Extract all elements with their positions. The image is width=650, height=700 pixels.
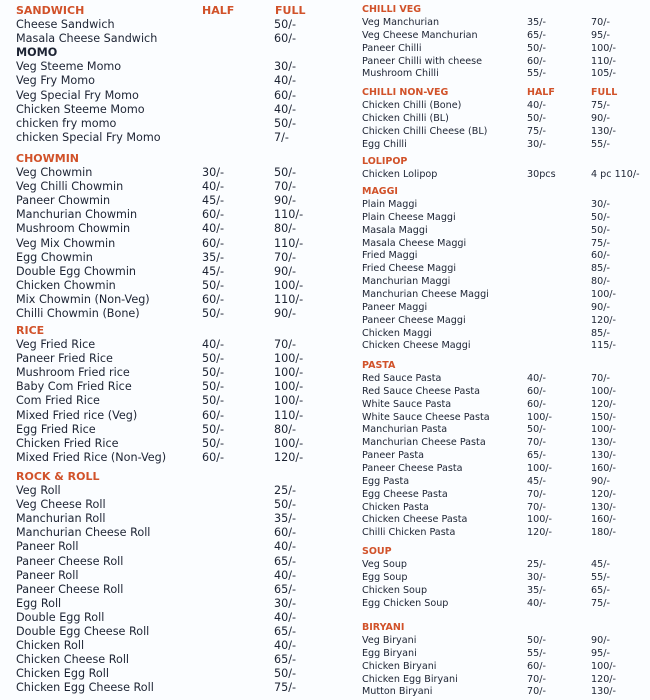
full-price: 120/- xyxy=(591,314,617,326)
item-name: Chicken Maggi xyxy=(362,327,432,339)
item-name: chicken Special Fry Momo xyxy=(16,130,161,144)
half-price: 35/- xyxy=(202,250,225,264)
full-price: 50/- xyxy=(274,498,297,512)
half-price: 30/- xyxy=(527,138,546,150)
item-name: Plain Maggi xyxy=(362,199,418,210)
full-price: 40/- xyxy=(274,610,297,624)
item-name: Chicken Egg Roll xyxy=(16,667,109,681)
full-price: 180/- xyxy=(591,527,617,539)
full-price: 160/- xyxy=(591,514,617,526)
full-price: 100/- xyxy=(591,424,617,436)
item-name: Mix Chowmin (Non-Veg) xyxy=(16,292,150,306)
section-title: BIRYANI xyxy=(362,622,405,633)
full-price: 70/- xyxy=(274,250,297,264)
item-name: Red Sauce Cheese Pasta xyxy=(362,385,480,397)
item-name: Egg Chilli xyxy=(362,138,407,150)
item-name: Double Egg Roll xyxy=(16,610,105,624)
half-price: 50/- xyxy=(202,422,225,436)
full-price: 110/- xyxy=(591,55,617,67)
half-price: 50/- xyxy=(202,394,225,408)
half-price: 50/- xyxy=(527,635,546,646)
item-name: Chicken Lolipop xyxy=(362,169,438,180)
full-price: 40/- xyxy=(274,568,297,582)
half-price: 45/- xyxy=(202,194,225,208)
full-price: 80/- xyxy=(274,422,297,436)
item-name: Paneer Cheese Pasta xyxy=(362,462,463,474)
item-name: Chicken Roll xyxy=(16,639,85,653)
section-title: ROCK & ROLL xyxy=(16,470,100,483)
full-price: 60/- xyxy=(274,88,297,102)
full-price: 40/- xyxy=(274,540,297,554)
item-name: Paneer Cheese Roll xyxy=(16,554,124,568)
full-price: 30/- xyxy=(591,199,610,210)
full-column-label: FULL xyxy=(591,87,618,98)
full-price: 90/- xyxy=(591,301,610,313)
half-price: 60/- xyxy=(202,450,225,464)
item-name: Paneer Chilli with cheese xyxy=(362,55,483,67)
item-name: Egg Chowmin xyxy=(16,250,93,264)
item-name: Paneer Pasta xyxy=(362,450,424,462)
item-name: White Sauce Cheese Pasta xyxy=(362,411,490,423)
section-title: CHILLI VEG xyxy=(362,4,422,15)
half-price: 45/- xyxy=(527,475,546,487)
item-name: Manchurian Cheese Maggi xyxy=(362,288,489,300)
half-price: 60/- xyxy=(202,208,225,222)
half-price: 70/- xyxy=(527,501,546,513)
full-price: 55/- xyxy=(591,138,610,150)
full-price: 80/- xyxy=(591,276,610,288)
full-price: 50/- xyxy=(274,667,297,681)
full-price: 100/- xyxy=(274,352,304,366)
item-name: Veg Biryani xyxy=(362,635,417,646)
item-name: Veg Manchurian xyxy=(362,17,440,28)
full-price: 75/- xyxy=(274,681,297,695)
item-name: Veg Cheese Roll xyxy=(16,498,106,512)
full-price: 120/- xyxy=(591,673,617,685)
half-price: 30pcs xyxy=(527,169,556,180)
item-name: Manchurian Roll xyxy=(16,512,106,526)
full-price: 85/- xyxy=(591,327,610,339)
full-price: 75/- xyxy=(591,100,610,111)
full-price: 60/- xyxy=(274,32,297,46)
full-price: 100/- xyxy=(591,385,617,397)
item-name: Cheese Sandwich xyxy=(16,18,115,31)
item-name: Com Fried Rice xyxy=(16,394,100,408)
half-price: 30/- xyxy=(527,571,546,583)
item-name: MOMO xyxy=(16,46,58,60)
half-price: 50/- xyxy=(202,436,225,450)
full-price: 90/- xyxy=(591,112,610,124)
full-price: 45/- xyxy=(591,559,610,570)
full-price: 60/- xyxy=(591,250,610,262)
item-name: Paneer Roll xyxy=(16,540,79,554)
half-price: 65/- xyxy=(527,29,546,41)
item-name: Veg Cheese Manchurian xyxy=(362,29,478,41)
item-name: Mixed Fried rice (Veg) xyxy=(16,408,138,422)
half-price: 75/- xyxy=(527,125,546,137)
full-price: 65/- xyxy=(591,584,610,596)
item-name: Chicken Pasta xyxy=(362,501,429,513)
section-title: SANDWICH xyxy=(16,4,85,17)
item-name: Paneer Chowmin xyxy=(16,194,111,208)
item-name: Red Sauce Pasta xyxy=(362,373,442,384)
full-price: 25/- xyxy=(274,484,297,497)
item-name: Manchurian Pasta xyxy=(362,424,448,436)
item-name: Veg Fried Rice xyxy=(16,338,96,351)
full-price: 100/- xyxy=(274,394,304,408)
full-price: 100/- xyxy=(274,278,304,292)
item-name: Mushroom Fried rice xyxy=(16,366,130,380)
item-name: Paneer Roll xyxy=(16,568,79,582)
full-price: 40/- xyxy=(274,639,297,653)
half-price: 70/- xyxy=(527,686,546,698)
item-name: Veg Fry Momo xyxy=(16,74,95,88)
full-price: 100/- xyxy=(591,42,617,54)
item-name: Masala Maggi xyxy=(362,224,428,236)
item-name: Veg Chowmin xyxy=(16,166,93,179)
item-name: Mushroom Chilli xyxy=(362,68,439,80)
full-price: 120/- xyxy=(591,398,617,410)
full-column-label: FULL xyxy=(275,4,306,17)
full-price: 50/- xyxy=(274,166,297,179)
item-name: Manchurian Maggi xyxy=(362,276,451,288)
full-price: 130/- xyxy=(591,686,617,698)
full-price: 40/- xyxy=(274,102,297,116)
full-price: 130/- xyxy=(591,501,617,513)
item-name: Veg Steeme Momo xyxy=(16,60,122,74)
half-column-label: HALF xyxy=(527,87,555,98)
item-name: Chicken Egg Biryani xyxy=(362,673,458,685)
full-price: 65/- xyxy=(274,582,297,596)
half-price: 50/- xyxy=(202,380,225,394)
item-name: Chilli Chowmin (Bone) xyxy=(16,307,140,320)
full-price: 130/- xyxy=(591,450,617,462)
half-price: 120/- xyxy=(527,527,553,539)
half-price: 60/- xyxy=(202,292,225,306)
full-price: 80/- xyxy=(274,222,297,236)
half-price: 100/- xyxy=(527,462,553,474)
item-name: Veg Special Fry Momo xyxy=(16,88,139,102)
full-price: 55/- xyxy=(591,571,610,583)
section-title: CHOWMIN xyxy=(16,152,80,165)
half-price: 30/- xyxy=(202,166,225,179)
item-name: Veg Soup xyxy=(362,559,407,570)
half-price: 40/- xyxy=(202,222,225,236)
item-name: Chicken Soup xyxy=(362,584,428,596)
item-name: Chicken Egg Cheese Roll xyxy=(16,681,154,695)
half-price: 60/- xyxy=(527,385,546,397)
full-price: 130/- xyxy=(591,125,617,137)
item-name: Egg Chicken Soup xyxy=(362,597,449,609)
item-name: Chicken Chilli (BL) xyxy=(362,112,449,124)
item-name: Chicken Fried Rice xyxy=(16,436,119,450)
full-price: 65/- xyxy=(274,554,297,568)
full-price: 120/- xyxy=(274,450,304,464)
half-price: 50/- xyxy=(527,42,546,54)
item-name: Egg Fried Rice xyxy=(16,422,96,436)
item-name: Paneer Maggi xyxy=(362,301,428,313)
full-price: 65/- xyxy=(274,625,297,638)
item-name: Fried Maggi xyxy=(362,250,418,262)
item-name: Chicken Cheese Maggi xyxy=(362,340,471,352)
item-name: Chicken Cheese Pasta xyxy=(362,514,468,526)
half-price: 70/- xyxy=(527,673,546,685)
full-price: 95/- xyxy=(591,647,610,659)
item-name: Chicken Chowmin xyxy=(16,278,116,292)
full-price: 100/- xyxy=(274,380,304,394)
half-price: 60/- xyxy=(527,398,546,410)
full-price: 90/- xyxy=(591,635,610,646)
half-price: 55/- xyxy=(527,68,546,80)
full-price: 150/- xyxy=(591,411,617,423)
item-name: Veg Roll xyxy=(16,484,61,497)
half-price: 40/- xyxy=(202,338,225,351)
full-price: 100/- xyxy=(591,288,617,300)
half-price: 35/- xyxy=(527,584,546,596)
full-price: 30/- xyxy=(274,60,297,74)
half-price: 50/- xyxy=(527,112,546,124)
full-price: 70/- xyxy=(274,180,297,194)
item-name: White Sauce Pasta xyxy=(362,398,452,410)
full-price: 90/- xyxy=(274,264,297,278)
item-name: Chicken Cheese Roll xyxy=(16,653,130,667)
item-name: Paneer Cheese Maggi xyxy=(362,314,466,326)
section-title: LOLIPOP xyxy=(362,156,408,167)
section-title: PASTA xyxy=(362,360,396,371)
full-price: 50/- xyxy=(591,224,610,236)
section-title: CHILLI NON-VEG xyxy=(362,87,449,98)
section-title: RICE xyxy=(16,324,45,337)
full-price: 50/- xyxy=(274,116,297,130)
item-name: Paneer Chilli xyxy=(362,42,422,54)
half-price: 40/- xyxy=(527,597,546,609)
half-price: 60/- xyxy=(202,236,225,250)
full-price: 105/- xyxy=(591,68,617,80)
item-name: Egg Soup xyxy=(362,571,408,583)
item-name: Double Egg Chowmin xyxy=(16,264,137,278)
item-name: Mutton Biryani xyxy=(362,686,433,698)
full-price: 85/- xyxy=(591,263,610,275)
item-name: Plain Cheese Maggi xyxy=(362,211,456,223)
full-price: 70/- xyxy=(274,338,297,351)
item-name: Manchurian Cheese Pasta xyxy=(362,437,486,449)
section-title: MAGGI xyxy=(362,186,398,197)
half-price: 50/- xyxy=(202,307,225,320)
full-price: 160/- xyxy=(591,462,617,474)
full-price: 95/- xyxy=(591,29,610,41)
half-price: 35/- xyxy=(527,17,546,28)
item-name: Egg Pasta xyxy=(362,475,410,487)
full-price: 50/- xyxy=(591,211,610,223)
item-name: Chicken Biryani xyxy=(362,660,437,672)
item-name: Manchurian Chowmin xyxy=(16,208,138,222)
item-name: Chicken Steeme Momo xyxy=(16,102,145,116)
half-price: 60/- xyxy=(527,55,546,67)
half-price: 70/- xyxy=(527,437,546,449)
half-price: 45/- xyxy=(202,264,225,278)
full-price: 110/- xyxy=(274,208,304,222)
full-price: 90/- xyxy=(274,194,297,208)
half-price: 50/- xyxy=(527,424,546,436)
item-name: Baby Com Fried Rice xyxy=(16,380,132,394)
full-price: 7/- xyxy=(274,130,289,144)
full-price: 75/- xyxy=(591,237,610,249)
full-price: 30/- xyxy=(274,596,297,610)
full-price: 120/- xyxy=(591,488,617,500)
full-price: 65/- xyxy=(274,653,297,667)
full-price: 35/- xyxy=(274,512,297,526)
full-price: 70/- xyxy=(591,17,610,28)
full-price: 75/- xyxy=(591,597,610,609)
item-name: Egg Roll xyxy=(16,596,62,610)
item-name: Egg Biryani xyxy=(362,647,417,659)
half-price: 50/- xyxy=(202,366,225,380)
item-name: Double Egg Cheese Roll xyxy=(16,625,150,638)
half-price: 50/- xyxy=(202,352,225,366)
half-price: 60/- xyxy=(527,660,546,672)
half-price: 40/- xyxy=(527,373,546,384)
full-price: 100/- xyxy=(274,436,304,450)
item-name: chicken fry momo xyxy=(16,116,117,130)
full-price: 130/- xyxy=(591,437,617,449)
item-name: Fried Cheese Maggi xyxy=(362,263,457,275)
full-price: 100/- xyxy=(591,660,617,672)
full-price: 50/- xyxy=(274,18,297,31)
half-price: 60/- xyxy=(202,408,225,422)
half-price: 100/- xyxy=(527,411,553,423)
full-price: 115/- xyxy=(591,340,617,352)
full-price: 110/- xyxy=(274,408,304,422)
item-name: Chicken Chilli (Bone) xyxy=(362,100,462,111)
item-name: Mushroom Chowmin xyxy=(16,222,131,236)
item-name: Egg Cheese Pasta xyxy=(362,488,448,500)
full-price: 40/- xyxy=(274,74,297,88)
half-price: 70/- xyxy=(527,488,546,500)
item-name: Paneer Fried Rice xyxy=(16,352,113,366)
half-price: 55/- xyxy=(527,647,546,659)
full-price: 110/- xyxy=(274,292,304,306)
item-name: Mixed Fried Rice (Non-Veg) xyxy=(16,450,167,464)
item-name: Masala Cheese Sandwich xyxy=(16,32,158,46)
full-price: 4 pc 110/- xyxy=(591,169,640,180)
item-name: Chilli Chicken Pasta xyxy=(362,527,456,539)
half-price: 40/- xyxy=(527,100,546,111)
item-name: Chicken Chilli Cheese (BL) xyxy=(362,125,488,137)
half-price: 40/- xyxy=(202,180,225,194)
half-price: 25/- xyxy=(527,559,546,570)
half-price: 100/- xyxy=(527,514,553,526)
item-name: Veg Chilli Chowmin xyxy=(16,180,124,194)
item-name: Manchurian Cheese Roll xyxy=(16,526,151,540)
section-title: SOUP xyxy=(362,546,392,557)
item-name: Masala Cheese Maggi xyxy=(362,237,467,249)
full-price: 110/- xyxy=(274,236,304,250)
full-price: 90/- xyxy=(591,475,610,487)
full-price: 100/- xyxy=(274,366,304,380)
item-name: Veg Mix Chowmin xyxy=(16,236,116,250)
full-price: 70/- xyxy=(591,373,610,384)
full-price: 60/- xyxy=(274,526,297,540)
item-name: Paneer Cheese Roll xyxy=(16,582,124,596)
half-price: 65/- xyxy=(527,450,546,462)
half-price: 50/- xyxy=(202,278,225,292)
full-price: 90/- xyxy=(274,307,297,320)
half-column-label: HALF xyxy=(202,4,235,17)
